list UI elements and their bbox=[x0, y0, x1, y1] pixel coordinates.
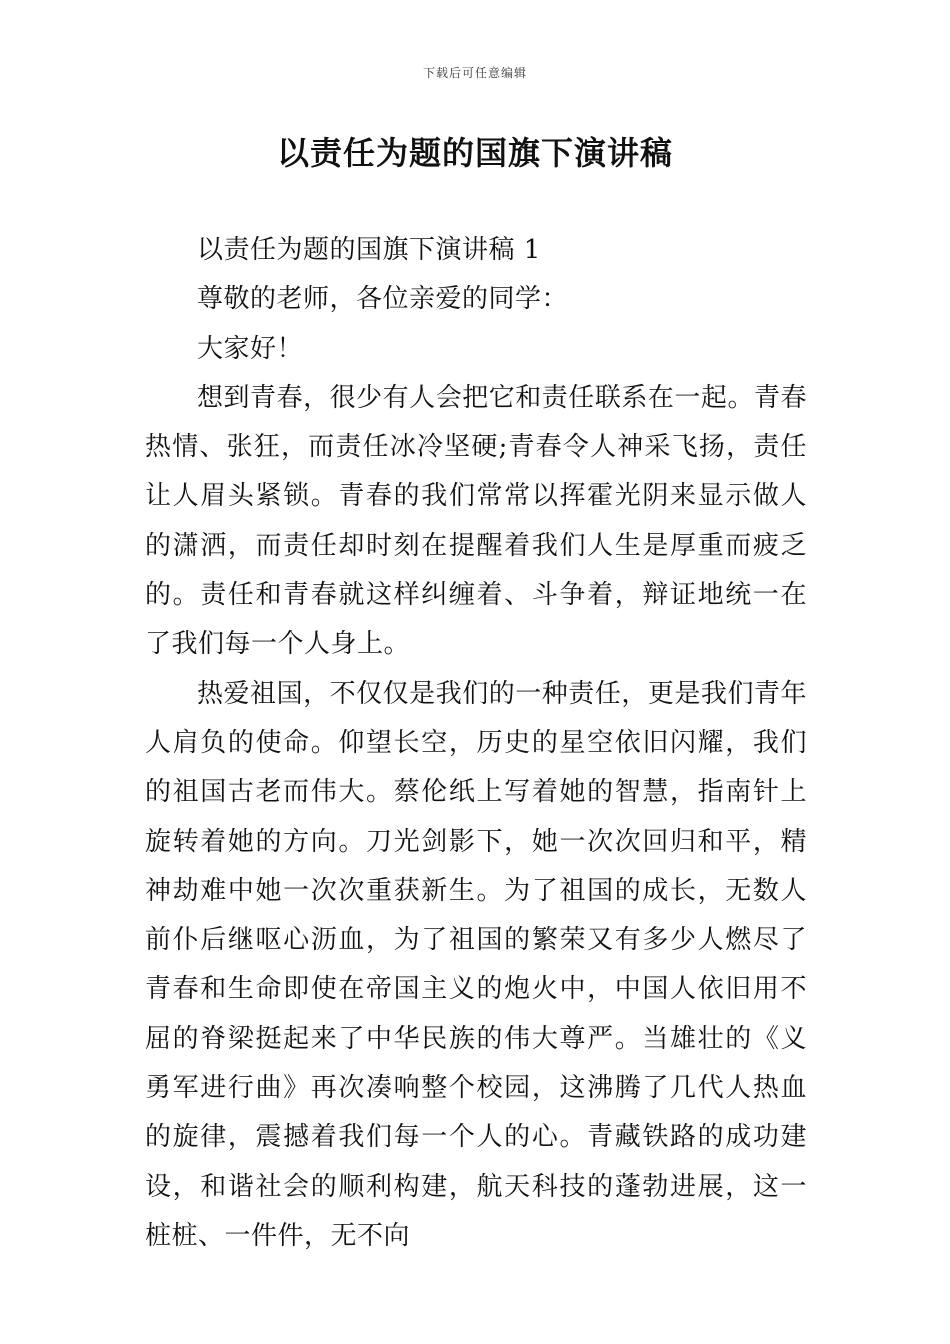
paragraph-heading: 以责任为题的国旗下演讲稿 1 bbox=[197, 235, 541, 265]
paragraph-body: 想到青春，很少有人会把它和责任联系在一起。青春热情、张狂，而责任冰冷坚硬;青春令人神采飞扬，责任让人眉头紧锁。青春的我们常常以挥霍光阴来显示做人的潇洒，而责任却时刻在提醒着我们人生是厚重而疲乏的。责任和青春就这样纠缠着、斗争着，辩证地统一在了我们每一个人身上。 bbox=[145, 382, 807, 660]
paragraph-salutation: 尊敬的老师，各位亲爱的同学： bbox=[197, 284, 569, 315]
header-note: 下载后可任意编辑 bbox=[422, 66, 527, 80]
paragraph-greeting: 大家好！ bbox=[197, 333, 304, 364]
document-title: 以责任为题的国旗下演讲稿 bbox=[276, 134, 673, 172]
document-body bbox=[145, 226, 807, 1261]
paragraph-body: 热爱祖国，不仅仅是我们的一种责任，更是我们青年人肩负的使命。仰望长空，历史的星空依旧闪耀，我们的祖国古老而伟大。蔡伦纸上写着她的智慧，指南针上旋转着她的方向。刀光剑影下，她一次次回归和平，精神劫难中她一次次重获新生。为了祖国的成长，无数人前仆后继呕心沥血，为了祖国的繁荣又有多少人燃尽了青春和生命即使在帝国主义的炮火中，中国人依旧用不屈的脊梁挺起来了中华民族的伟大尊严。当雄壮的《义勇军进行曲》再次凑响整个校园，这沸腾了几代人热血的旋律，震撼着我们每一个人的心。青藏铁路的成功建设，和谐社会的顺利构建，航天科技的蓬勃进展，这一桩桩、一件件，无不向 bbox=[145, 678, 807, 1251]
